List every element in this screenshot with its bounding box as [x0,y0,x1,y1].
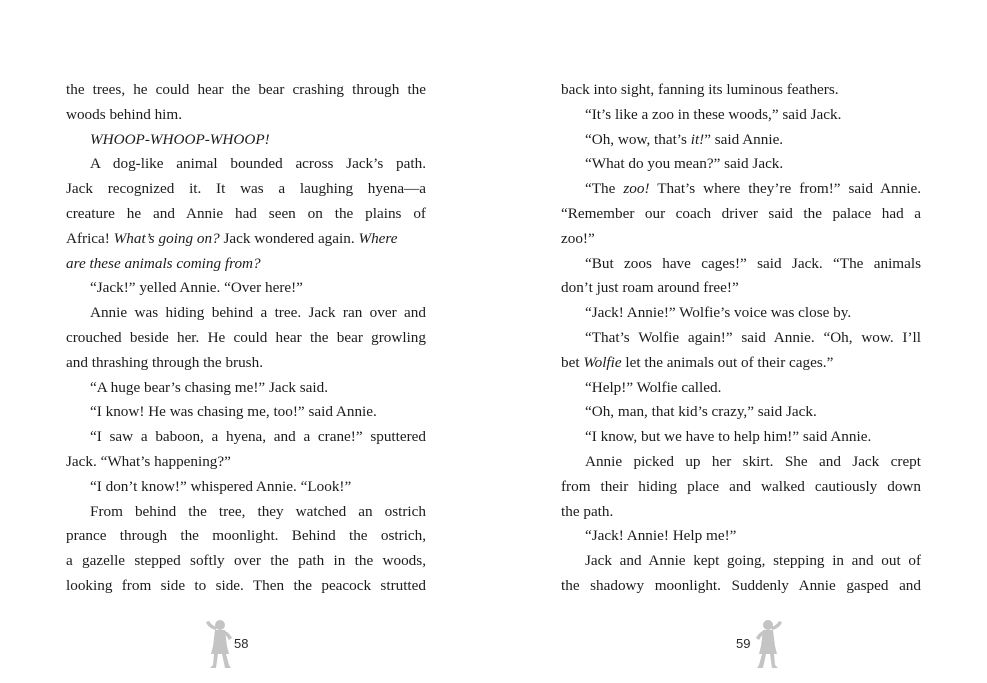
text-line: “I don’t know!” whispered Annie. “Look!” [90,477,352,495]
text-line: Jack. “What’s happening?” [66,452,231,470]
text-line: “I know, but we have to help him!” said Annie. [585,428,872,446]
text-line: the shadowy moonlight. Suddenly Annie gasped and [561,576,921,594]
text-line: “What do you mean?” said Jack. [585,155,784,173]
text-line: “Remember our coach driver said the palace had a [561,204,921,222]
text-line: “A huge bear’s chasing me!” Jack said. [90,378,328,396]
text-line: crouched beside her. He could hear the bear growling [66,328,426,346]
page-number: 59 [736,636,751,651]
text-line: From behind the tree, they watched an ostrich [90,502,426,520]
text-line: “But zoos have cages!” said Jack. “The animals [585,254,921,272]
text-line [561,128,921,153]
text-span: Jack wondered again. [223,229,355,247]
text-line: back into sight, fanning its luminous feathers. [561,81,839,98]
text-span-italic: Wolfie [583,353,622,371]
right-page [561,78,921,599]
text-line: Jack recognized it. It was a laughing hyena—a [66,180,426,198]
left-folio [204,618,264,670]
text-line: from their hiding place and walked cautiously down [561,477,921,495]
text-line: “Jack! Annie! Help me!” [585,527,737,545]
text-line: “Jack! Annie!” Wolfie’s voice was close by. [585,304,852,322]
text-line: and thrashing through the brush. [66,353,263,371]
text-line: a gazelle stepped softly over the path in the woods, [66,552,426,570]
text-span: “Oh, wow, that’s [585,130,687,148]
text-line: “Oh, man, that kid’s crazy,” said Jack. [585,403,817,421]
text-line: WHOOP-WHOOP-WHOOP! [90,130,270,148]
right-folio [734,618,794,670]
text-line [561,351,921,376]
text-line: woods behind him. [66,105,183,123]
text-line: “It’s like a zoo in these woods,” said Jack. [585,105,842,123]
text-line [66,227,426,252]
text-span-italic: What’s going on? [113,229,220,247]
text-line: zoo!” [561,229,595,247]
text-line: the trees, he could hear the bear crashing through the [66,81,426,98]
text-line: “I know! He was chasing me, too!” said Annie. [90,403,377,421]
text-span: Africa! [66,229,110,247]
text-span-italic: it! [690,130,705,148]
text-line: prance through the moonlight. Behind the ostrich, [66,527,426,545]
text-line: “Help!” Wolfie called. [585,378,722,396]
text-line: A dog-like animal bounded across Jack’s path. [90,155,426,173]
text-line: looking from side to side. Then the peacock strutted [66,576,426,594]
text-line: Annie picked up her skirt. She and Jack crept [585,452,921,470]
text-span: “The [585,180,616,198]
text-span-italic: Where [358,229,398,247]
text-span: let the animals out of their cages.” [625,353,834,371]
text-line: “That’s Wolfie again!” said Annie. “Oh, wow. I’ll [585,328,921,346]
text-line: “I saw a baboon, a hyena, and a crane!” sputtered [90,428,426,446]
text-span-italic: zoo! [623,180,650,198]
text-line: “Jack!” yelled Annie. “Over here!” [90,279,303,297]
text-line: the path. [561,502,614,520]
page-number: 58 [234,636,249,651]
dancing-figure-icon [204,618,234,670]
left-page [66,78,426,599]
text-span: ” said Annie. [704,130,784,148]
text-line: Annie was hiding behind a tree. Jack ran over and [90,304,426,322]
dancing-figure-icon [754,618,784,670]
text-line: Jack and Annie kept going, stepping in and out of [585,552,921,570]
text-span: That’s where they’re from!” said Annie. [657,180,921,198]
text-line [561,177,921,202]
text-span: bet [561,353,580,371]
text-line: don’t just roam around free!” [561,279,739,297]
text-line: creature he and Annie had seen on the plains of [66,204,426,222]
text-line: are these animals coming from? [66,254,261,272]
